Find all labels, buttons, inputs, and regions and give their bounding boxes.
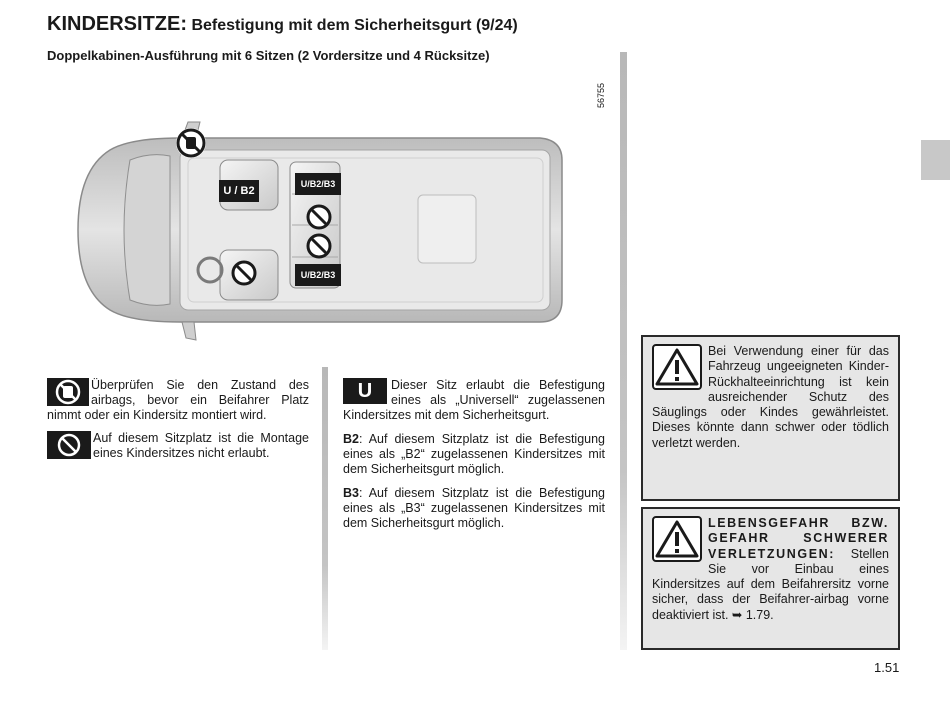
seat-label-rear-bottom: U/B2/B3: [295, 264, 341, 286]
prohibited-icon-rear-1: [306, 204, 332, 235]
image-code: 56755: [596, 82, 606, 108]
airbag-legend-text: Überprüfen Sie den Zustand des airbags, bevor ein Beifahrer Platz nimmt oder ein Kindersitz montiert wird.: [47, 378, 309, 422]
prohibited-icon-passenger: [231, 260, 257, 291]
u-legend-text: Dieser Sitz erlaubt die Befestigung eines als „Universell“ zugelassenen Kindersitzes mit dem Sicherheitsgurt.: [343, 378, 605, 422]
windscreen: [124, 155, 170, 306]
warning-1-text: Bei Verwendung einer für das Fahrzeug ungeeigneten Kinder-Rückhalteeinrichtung ist kein ausreichender Schutz des Säuglings oder Kindes gewährleistet. Dieses könnte dann schwer oder tödlich verletzt werden.: [652, 344, 889, 450]
page-number: 1.51: [874, 660, 900, 675]
warning-box-1: [641, 335, 900, 501]
prohibited-legend: [47, 431, 309, 461]
b3-legend-text: : Auf diesem Sitzplatz ist die Befestigung eines als „B3“ zugelassenen Kindersitzes mit dem Sicherheitsgurt möglich.: [343, 486, 605, 530]
warning-triangle-icon: [652, 344, 702, 390]
legend-left-column: [47, 378, 309, 461]
b2-legend-text: : Auf diesem Sitzplatz ist die Befestigung eines als „B2“ zugelassenen Kindersitzes mit dem Sicherheitsgurt möglich.: [343, 432, 605, 476]
roof-hatch: [418, 195, 476, 263]
b3-label: B3: [343, 486, 359, 500]
b2-label: B2: [343, 432, 359, 446]
airbag-legend: [47, 378, 309, 423]
warning-2-reference[interactable]: ➥ 1.79.: [731, 607, 774, 622]
prohibited-legend-text: Auf diesem Sitzplatz ist die Montage eines Kindersitzes nicht erlaubt.: [93, 431, 309, 460]
page-title: [47, 13, 518, 36]
warning-2-text: Stellen Sie vor Einbau eines Kindersitzes auf dem Beifahrersitz vorne sicher, dass der Beifahrer-airbag vorne deaktiviert ist.: [652, 546, 889, 622]
b2-legend: [343, 432, 605, 477]
title-sub: Befestigung mit dem Sicherheitsgurt (9/24): [191, 17, 518, 34]
u-legend: [343, 378, 605, 423]
seat-label-rear-top: U/B2/B3: [295, 173, 341, 195]
title-main: KINDERSITZE:: [47, 13, 187, 35]
legend-middle-column: [343, 378, 605, 540]
warning-box-2: [641, 507, 900, 650]
separator-right: [620, 52, 627, 650]
warning-triangle-icon: [652, 516, 702, 562]
prohibited-icon-rear-2: [306, 233, 332, 264]
mirror-bottom: [182, 322, 196, 340]
separator-left: [322, 367, 328, 650]
prohibited-icon: [47, 431, 91, 459]
u-icon: U: [343, 378, 387, 404]
b3-legend: [343, 486, 605, 531]
seat-label-front: U / B2: [219, 180, 259, 202]
airbag-icon: [47, 378, 89, 406]
warning-2-heading: LEBENSGEFAHR BZW. GEFAHR SCHWERER VERLETZUNGEN:: [708, 516, 889, 561]
chapter-tab: [921, 140, 950, 180]
page-subtitle: Doppelkabinen-Ausführung mit 6 Sitzen (2 Vordersitze und 4 Rücksitze): [47, 48, 490, 63]
airbag-warning-icon: [176, 128, 206, 158]
van-seat-diagram: [70, 100, 610, 350]
